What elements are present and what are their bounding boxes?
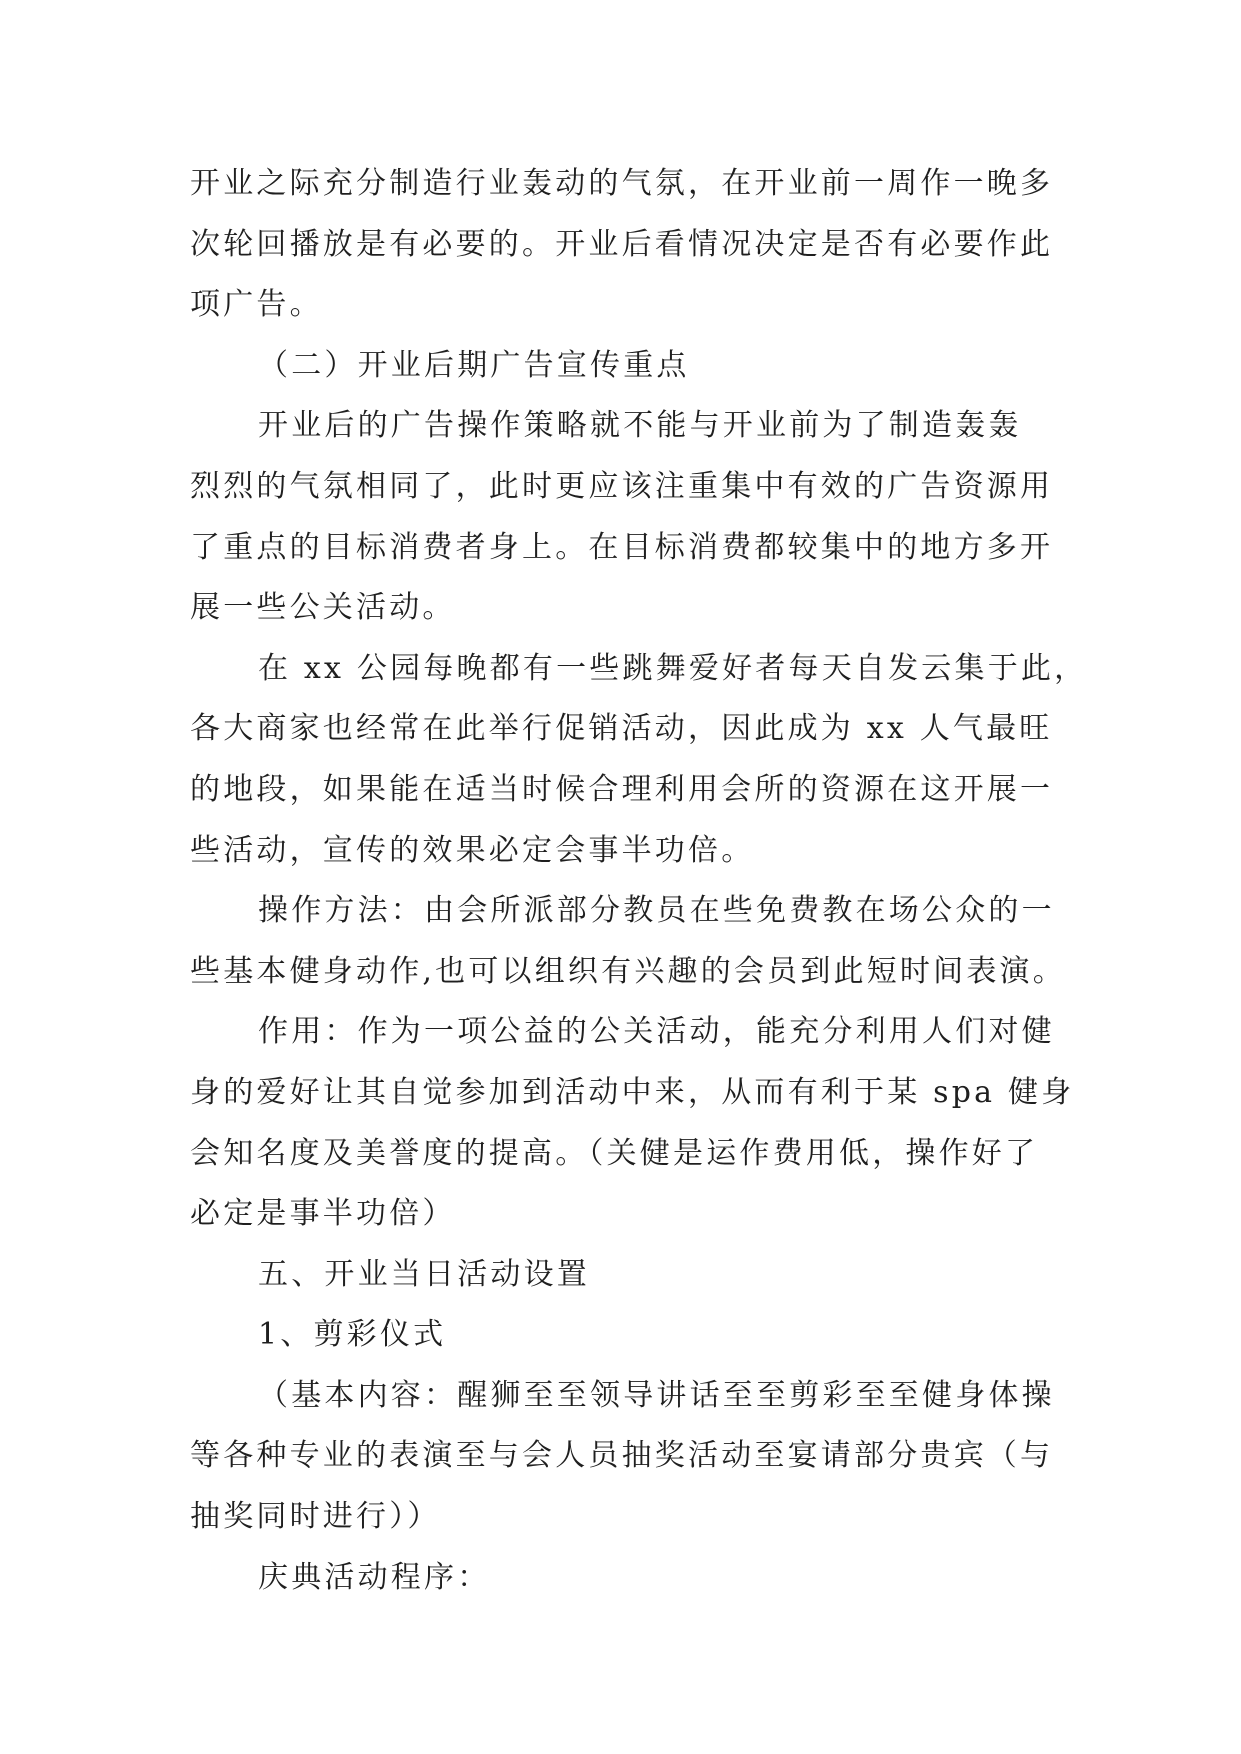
text-line: 的地段，如果能在适当时候合理利用会所的资源在这开展一 bbox=[190, 771, 1054, 807]
text-line: 次轮回播放是有必要的。开业后看情况决定是否有必要作此 bbox=[190, 226, 1054, 262]
text-line: 等各种专业的表演至与会人员抽奖活动至宴请部分贵宾（与 bbox=[190, 1438, 1054, 1474]
text-line: 1、剪彩仪式 bbox=[258, 1317, 447, 1353]
text-line: 在 xx 公园每晚都有一些跳舞爱好者每天自发云集于此， bbox=[258, 650, 1088, 686]
text-line: （基本内容：醒狮至至领导讲话至至剪彩至至健身体操 bbox=[258, 1377, 1055, 1413]
text-line: 必定是事半功倍） bbox=[190, 1196, 456, 1232]
text-line: 项广告。 bbox=[190, 287, 323, 323]
text-line: 作用：作为一项公益的公关活动，能充分利用人们对健 bbox=[258, 1014, 1055, 1050]
text-line: 烈烈的气氛相同了，此时更应该注重集中有效的广告资源用 bbox=[190, 468, 1054, 504]
document-body bbox=[190, 154, 1088, 1608]
text-line: （二）开业后期广告宣传重点 bbox=[258, 347, 690, 383]
text-line: 庆典活动程序： bbox=[258, 1559, 491, 1595]
text-line: 操作方法：由会所派部分教员在些免费教在场公众的一 bbox=[258, 893, 1055, 929]
text-line: 些活动，宣传的效果必定会事半功倍。 bbox=[190, 832, 755, 868]
text-line: 五、开业当日活动设置 bbox=[258, 1256, 590, 1292]
text-line: 展一些公关活动。 bbox=[190, 590, 456, 626]
text-line: 抽奖同时进行）） bbox=[190, 1499, 441, 1535]
text-line: 些基本健身动作,也可以组织有兴趣的会员到此短时间表演。 bbox=[190, 953, 1066, 989]
text-line: 开业后的广告操作策略就不能与开业前为了制造轰轰 bbox=[258, 408, 1022, 444]
text-line: 开业之际充分制造行业轰动的气氛，在开业前一周作一晚多 bbox=[190, 166, 1054, 201]
text-line: 各大商家也经常在此举行促销活动，因此成为 xx 人气最旺 bbox=[190, 711, 1053, 747]
text-line: 身的爱好让其自觉参加到活动中来，从而有利于某 spa 健身 bbox=[190, 1074, 1075, 1110]
text-line: 会知名度及美誉度的提高。（关健是运作费用低，操作好了 bbox=[190, 1135, 1039, 1171]
text-line: 了重点的目标消费者身上。在目标消费都较集中的地方多开 bbox=[190, 529, 1054, 565]
